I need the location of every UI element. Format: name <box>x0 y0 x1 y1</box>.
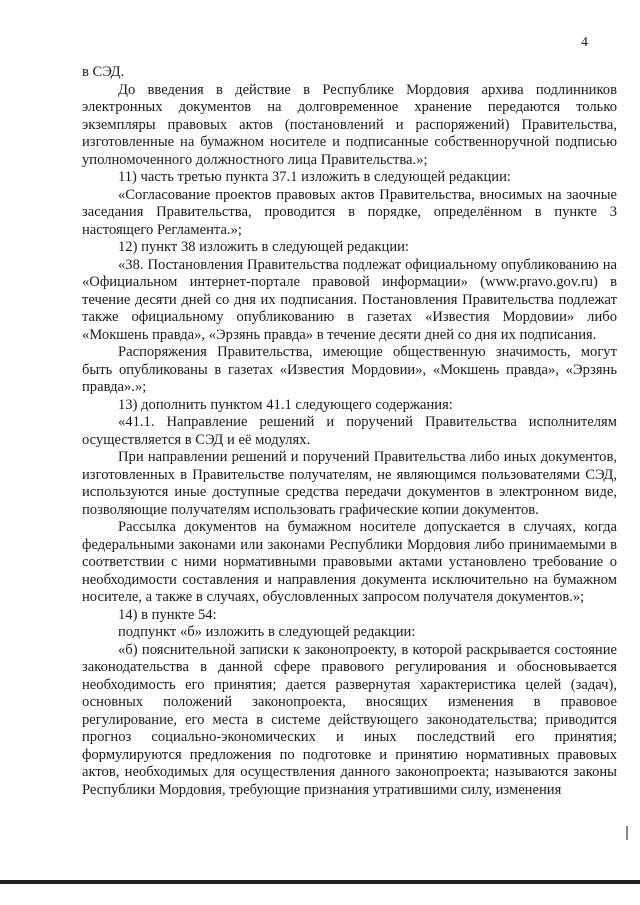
paragraph: в СЭД. <box>82 64 125 80</box>
paragraph: Распоряжения Правительства, имеющие общественную значимость, могут быть опубликованы в газетах «Известия Мордовии», «Мокшень правда», «Эрзянь правда».»; <box>82 344 617 395</box>
paragraph: Рассылка документов на бумажном носителе допускается в случаях, когда федеральными законами или законами Республики Мордовия либо принимаемыми в соответствии с ними нормативными правовыми актами установлено требование о необходимости составления и направления документа исключительно на бумажном носителе, а также в случаях, обусловленных запросом получателя документов.»; <box>82 519 617 605</box>
paragraph: 14) в пункте 54: <box>118 606 217 623</box>
scan-mark <box>626 826 628 840</box>
paragraph: «38. Постановления Правительства подлежат официальному опубликованию на «Официальном интернет-портале правовой информации» (www.pravo.gov.ru) в течение десяти дней со дня их подписания. Постановления Правительства подлежат также официальному опубликованию в газетах «Известия Мордовии» либо «Мокшень правда», «Эрзянь правда» в течение десяти дней со дня их подписания. <box>82 256 617 343</box>
paragraph: 12) пункт 38 изложить в следующей редакции: <box>118 239 409 255</box>
paragraph: 11) часть третью пункта 37.1 изложить в следующей редакции: <box>118 169 511 185</box>
paragraph: 13) дополнить пунктом 41.1 следующего содержания: <box>118 396 453 413</box>
document-body <box>82 64 617 799</box>
page-number: 4 <box>581 35 588 50</box>
scan-edge-line <box>0 880 640 884</box>
paragraph: При направлении решений и поручений Правительства либо иных документов, изготовленных в Правительстве получателям, не являющимся пользователями СЭД, используются иные доступные средства передачи документов в электронном виде, позволяющие получателям использовать графические копии документов. <box>82 449 617 518</box>
paragraph: «Согласование проектов правовых актов Правительства, вносимых на заочные заседания Правительства, проводится в порядке, определённом в пункте 3 настоящего Регламента.»; <box>82 186 617 238</box>
paragraph: «41.1. Направление решений и поручений Правительства исполнителям осуществляется в СЭД и её модулях. <box>82 414 617 448</box>
paragraph: До введения в действие в Республике Мордовия архива подлинников электронных документов на долговременное хранение передаются только экземпляры правовых актов (постановлений и распоряжений) Правительства, изготовленные на бумажном носителе и подписанные собственноручной подписью уполномоченного должностного лица Правительства.»; <box>82 81 617 168</box>
paragraph: «б) пояснительной записки к законопроекту, в которой раскрывается состояние законодательства в данной сфере правового регулирования и обосновывается необходимость его принятия; дается развернутая характеристика целей (задач), основных положений законопроекта, вносящих изменения в правовое регулирование, его места в системе действующего законодательства; приводится прогноз социально-экономических и иных последствий его принятия; формулируются предложения по подготовке и принятию нормативных правовых актов, необходимых для осуществления данного законопроекта; называются законы Республики Мордовия, требующие признания утратившими силу, изменения <box>82 641 617 798</box>
paragraph: подпункт «б» изложить в следующей редакции: <box>118 624 416 640</box>
